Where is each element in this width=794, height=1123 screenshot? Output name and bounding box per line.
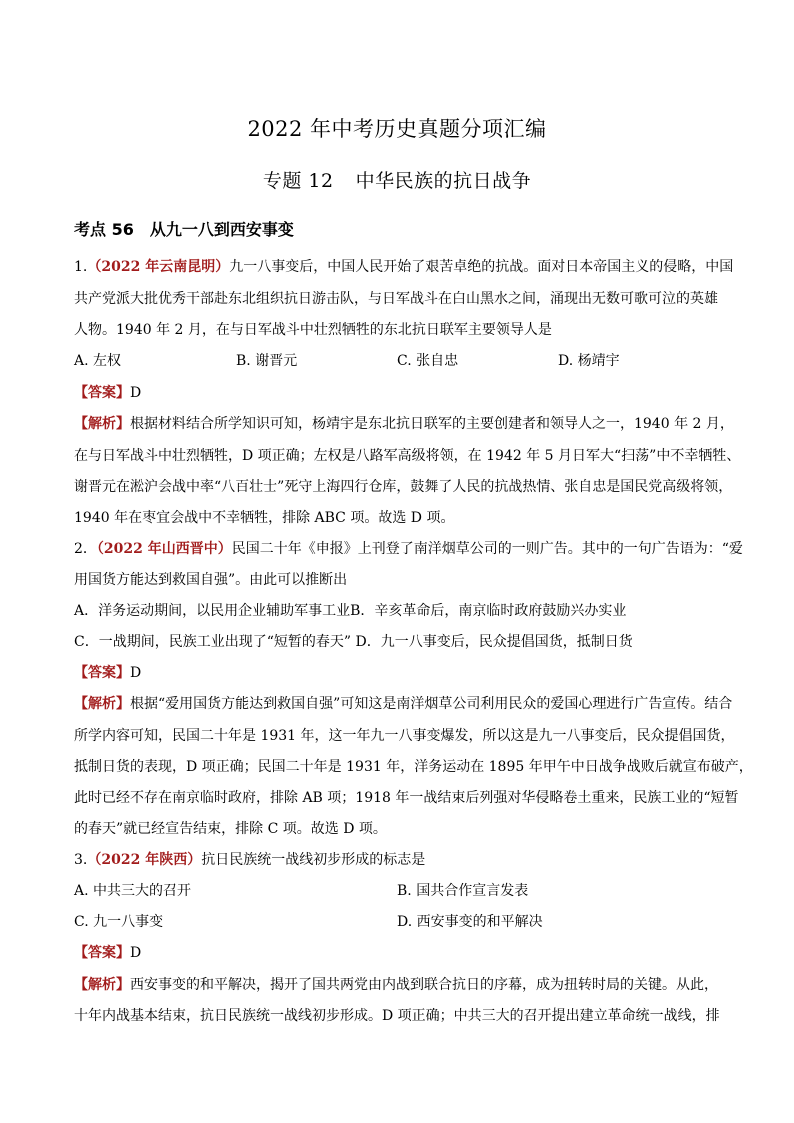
q2-analysis-line-2: 所学内容可知，民国二十年是 1931 年，这一年九一八事变爆发，所以这是九一八事变后，民众提倡国货， bbox=[74, 728, 735, 744]
q3-analysis-text-1: 西安事变的和平解决，揭开了国共两党由内战到联合抗日的序幕，成为扭转时局的关键。从此， bbox=[130, 977, 718, 993]
q3-stem-line-1 bbox=[74, 850, 724, 870]
q2-answer bbox=[74, 663, 724, 683]
q1-analysis-line-1 bbox=[74, 414, 734, 434]
q3-answer-tag: 【答案】 bbox=[74, 945, 130, 961]
q1-analysis-line-2: 在与日军战斗中壮烈牺牲，D 项正确；左权是八路军高级将领，在 1942 年 5 月日军大“扫荡”中不幸牺牲、 bbox=[74, 448, 741, 464]
q3-analysis-line-2: 十年内战基本结束，抗日民族统一战线初步形成。D 项正确；中共三大的召开提出建立革命统一战线，排 bbox=[74, 1008, 720, 1024]
q1-option-c: C. 张自忠 bbox=[397, 353, 459, 369]
q1-answer-tag: 【答案】 bbox=[74, 385, 130, 401]
q3-option-b: B. 国共合作宣言发表 bbox=[397, 883, 529, 899]
subtitle-topic: 专题 12 bbox=[262, 170, 334, 192]
q1-analysis-line-3: 谢晋元在淞沪会战中率“八百壮士”死守上海四行仓库，鼓舞了人民的抗战热情、张自忠是国民党高级将领， bbox=[74, 479, 733, 495]
q1-answer bbox=[74, 383, 724, 403]
q1-stem-text-1: 九一八事变后，中国人民开始了艰苦卓绝的抗战。面对日本帝国主义的侵略，中国 bbox=[229, 259, 734, 275]
q3-answer bbox=[74, 943, 724, 963]
q1-option-a: A. 左权 bbox=[74, 353, 122, 369]
q1-analysis-text-1: 根据材料结合所学知识可知，杨靖宇是东北抗日联军的主要创建者和领导人之一，1940 年 2 月， bbox=[130, 416, 734, 432]
q3-option-c: C. 九一八事变 bbox=[74, 914, 164, 930]
q3-answer-value: D bbox=[130, 945, 142, 961]
q1-analysis-tag: 【解析】 bbox=[74, 416, 130, 432]
q2-stem-line-2: 用国货方能达到救国自强”。由此可以推断出 bbox=[74, 572, 348, 588]
q3-analysis-tag: 【解析】 bbox=[74, 977, 130, 993]
q2-analysis-line-5: 的春天”就已经宣告结束，排除 C 项。故选 D 项。 bbox=[74, 821, 387, 837]
q2-analysis-tag: 【解析】 bbox=[74, 696, 130, 712]
q1-stem-line-1 bbox=[74, 257, 734, 277]
q2-stem-line-1 bbox=[74, 539, 743, 559]
q2-analysis-line-1 bbox=[74, 694, 733, 714]
q2-number: 2． bbox=[74, 541, 97, 557]
q1-option-b: B. 谢晋元 bbox=[236, 353, 298, 369]
q2-options-cd: C．一战期间，民族工业出现了“短暂的春天” D．九一八事变后，民众提倡国货，抵制日货 bbox=[74, 634, 633, 650]
q3-number: 3. bbox=[74, 852, 88, 868]
q2-analysis-line-3: 抵制日货的表现，D 项正确；民国二十年是 1931 年，洋务运动在 1895 年甲午中日战争战败后就宣布破产， bbox=[74, 759, 753, 775]
q1-option-d: D. 杨靖宇 bbox=[558, 353, 620, 369]
q1-analysis-line-4: 1940 年在枣宜会战中不幸牺牲，排除 ABC 项。故选 D 项。 bbox=[74, 510, 455, 526]
q1-stem-line-3: 人物。1940 年 2 月，在与日军战斗中壮烈牺牲的东北抗日联军主要领导人是 bbox=[74, 322, 552, 338]
q2-analysis-line-4: 此时已经不存在南京临时政府，排除 AB 项；1918 年一战结束后列强对华侵略卷土重来，民族工业的“短暂 bbox=[74, 790, 739, 806]
q1-answer-value: D bbox=[130, 385, 142, 401]
document-title: 2022 年中考历史真题分项汇编 bbox=[247, 117, 547, 141]
q2-answer-tag: 【答案】 bbox=[74, 665, 130, 681]
q2-options-ab: A．洋务运动期间，以民用企业辅助军事工业B．辛亥革命后，南京临时政府鼓励兴办实业 bbox=[74, 603, 627, 619]
q2-source: （2022 年山西晋中） bbox=[96, 541, 232, 557]
q3-source: （2022 年陕西） bbox=[87, 852, 202, 868]
q3-stem-text-1: 抗日民族统一战线初步形成的标志是 bbox=[201, 852, 426, 868]
q3-option-d: D. 西安事变的和平解决 bbox=[397, 914, 543, 930]
section-name: 从九一八到西安事变 bbox=[149, 220, 294, 239]
document-subtitle bbox=[0, 166, 794, 193]
section-heading bbox=[74, 217, 294, 240]
q3-option-a: A. 中共三大的召开 bbox=[74, 883, 192, 899]
q2-analysis-text-1: 根据“爱用国货方能达到救国自强”可知这是南洋烟草公司利用民众的爱国心理进行广告宣传。结合 bbox=[130, 696, 733, 712]
q1-stem-line-2: 共产党派大批优秀干部赴东北组织抗日游击队，与日军战斗在白山黑水之间，涌现出无数可歌可泣的英雄 bbox=[74, 291, 718, 307]
q2-stem-text-1: 民国二十年《申报》上刊登了南洋烟草公司的一则广告。其中的一句广告语为：“爱 bbox=[231, 541, 743, 557]
q1-number: 1. bbox=[74, 259, 88, 275]
section-code: 考点 56 bbox=[74, 220, 134, 239]
subtitle-name: 中华民族的抗日战争 bbox=[355, 170, 532, 192]
q2-answer-value: D bbox=[130, 665, 142, 681]
q3-analysis-line-1 bbox=[74, 975, 724, 995]
q1-source: （2022 年云南昆明） bbox=[87, 259, 230, 275]
